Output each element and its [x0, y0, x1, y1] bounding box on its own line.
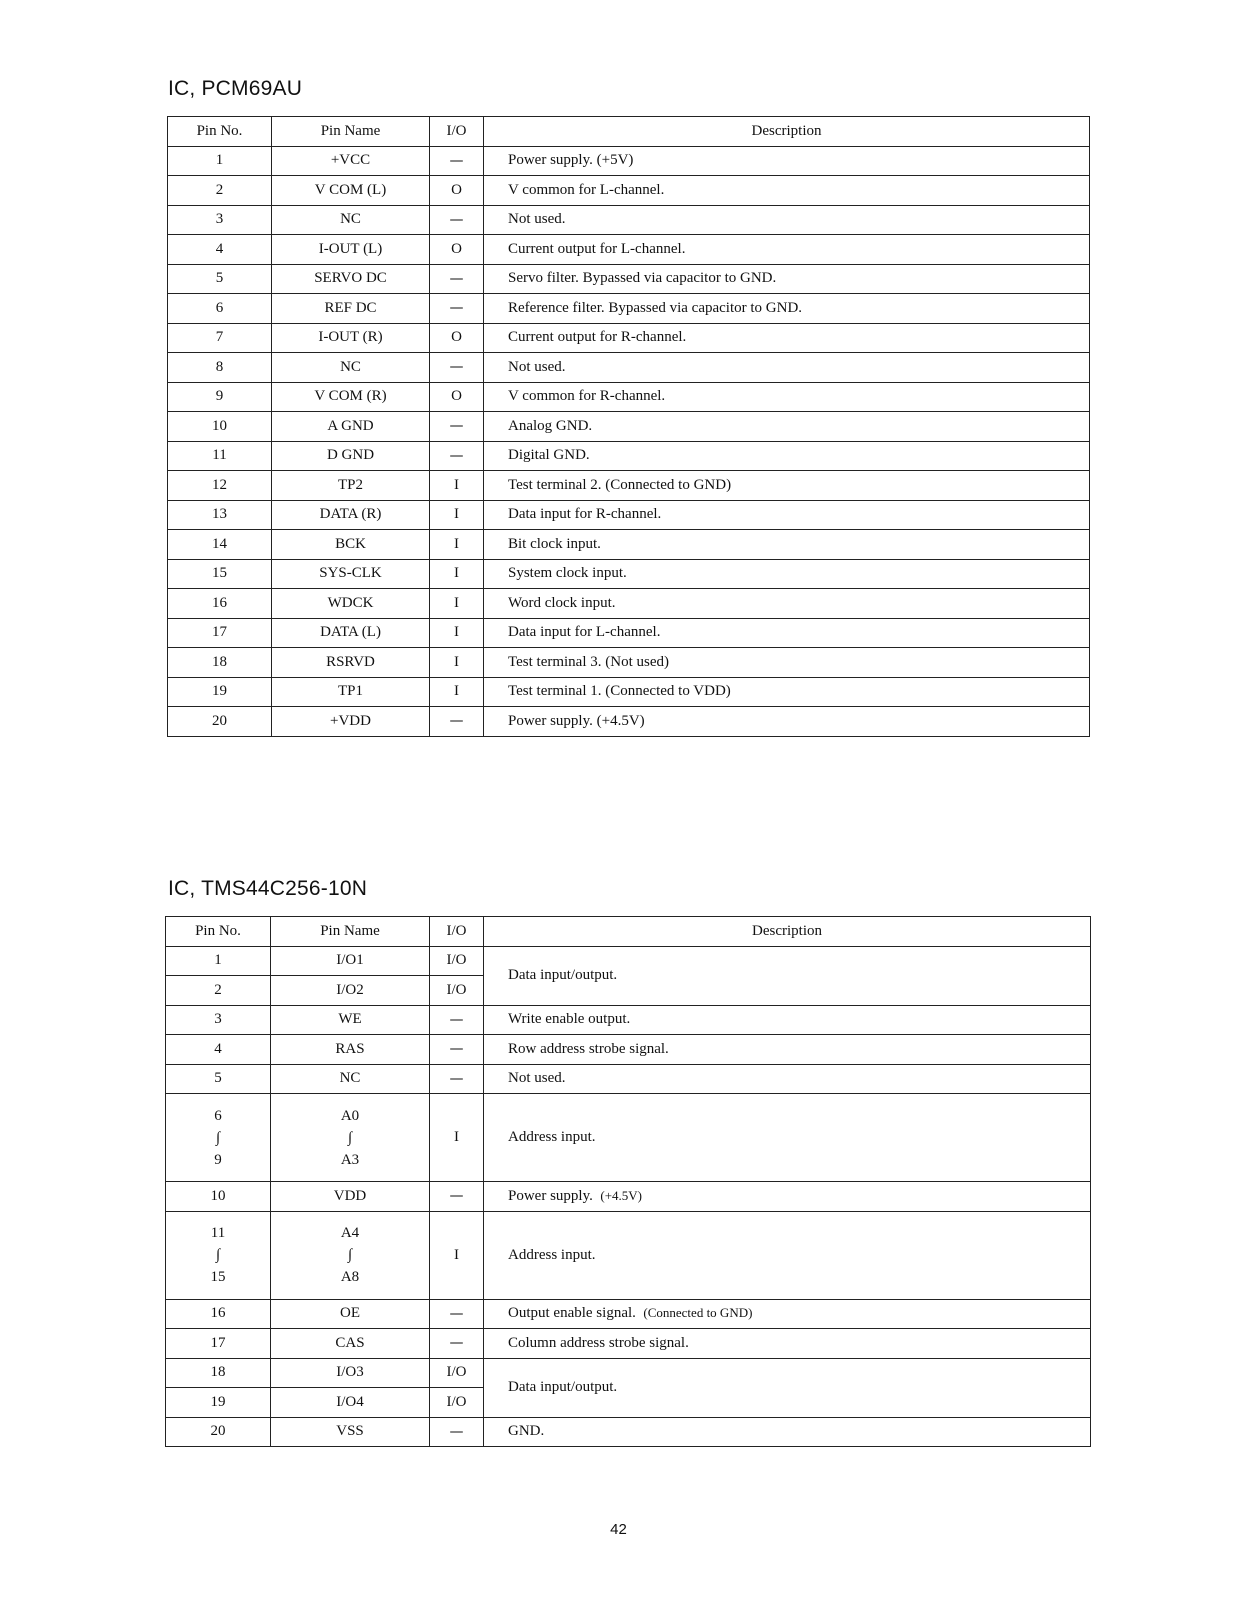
pin-description: Address input.: [484, 1211, 1091, 1299]
pin-number: 19: [166, 1388, 271, 1418]
pin-name: RAS: [271, 1035, 430, 1065]
pin-number: 4: [168, 235, 272, 265]
pin-number: 5: [168, 264, 272, 294]
table-row: [166, 1358, 1091, 1388]
pin-io: —: [430, 1299, 484, 1329]
pin-name: I/O1: [271, 946, 430, 976]
ic2-title: IC, TMS44C256-10N: [168, 877, 368, 900]
pin-description: Test terminal 3. (Not used): [484, 648, 1090, 678]
pin-name: DATA (L): [272, 618, 430, 648]
pin-name-range: [271, 1094, 430, 1182]
table-row: [168, 559, 1090, 589]
table-row: [168, 176, 1090, 206]
pin-name: RSRVD: [272, 648, 430, 678]
range-symbol: ∫: [215, 1129, 221, 1146]
pin-io: O: [430, 323, 484, 353]
pin-io: I: [430, 559, 484, 589]
table-header-row: [168, 117, 1090, 147]
table-header-row: [166, 917, 1091, 947]
pin-description: Bit clock input.: [484, 530, 1090, 560]
pin-description: Data input for R-channel.: [484, 500, 1090, 530]
table-row: [168, 618, 1090, 648]
table-row: [168, 235, 1090, 265]
pin-description: Power supply. (+4.5V): [484, 707, 1090, 737]
pin-io: O: [430, 176, 484, 206]
pin-number: 2: [166, 976, 271, 1006]
pin-description: Row address strobe signal.: [484, 1035, 1091, 1065]
header-io: I/O: [430, 117, 484, 147]
table-row: [166, 1035, 1091, 1065]
table-row: [166, 1211, 1091, 1299]
table-row: [168, 353, 1090, 383]
pin-number: 18: [166, 1358, 271, 1388]
pin-name: I/O4: [271, 1388, 430, 1418]
pin-number: 5: [166, 1064, 271, 1094]
pin-number: 19: [168, 677, 272, 707]
pin-description: Digital GND.: [484, 441, 1090, 471]
pin-io: —: [430, 205, 484, 235]
pin-io: O: [430, 235, 484, 265]
pin-name: I-OUT (R): [272, 323, 430, 353]
pin-number-range: [166, 1094, 271, 1182]
table-row: [166, 1005, 1091, 1035]
pin-name: SERVO DC: [272, 264, 430, 294]
pin-range-end: 9: [214, 1151, 222, 1168]
ic1-pin-table: [167, 116, 1090, 737]
pin-io: I/O: [430, 946, 484, 976]
pin-io: —: [430, 1182, 484, 1212]
pin-name: SYS-CLK: [272, 559, 430, 589]
header-pin-no: Pin No.: [166, 917, 271, 947]
pin-io: —: [430, 1417, 484, 1447]
pin-description: Column address strobe signal.: [484, 1329, 1091, 1359]
pin-name: WDCK: [272, 589, 430, 619]
pin-io: I: [430, 618, 484, 648]
range-symbol: ∫: [215, 1247, 221, 1263]
table-row: [168, 382, 1090, 412]
table-row: [166, 1064, 1091, 1094]
pin-name: VSS: [271, 1417, 430, 1447]
pin-description: Not used.: [484, 1064, 1091, 1094]
pin-io: —: [430, 1329, 484, 1359]
pin-name: WE: [271, 1005, 430, 1035]
pin-name-range: [271, 1211, 430, 1299]
table-row: [166, 946, 1091, 976]
pin-range-start: 11: [210, 1225, 226, 1241]
pin-io: —: [430, 1064, 484, 1094]
pin-io: I: [430, 471, 484, 501]
pin-description: Data input/output.: [484, 946, 1091, 1005]
pin-io: —: [430, 294, 484, 324]
pin-io: —: [430, 353, 484, 383]
table-row: [168, 146, 1090, 176]
pin-description: System clock input.: [484, 559, 1090, 589]
pin-name: V COM (L): [272, 176, 430, 206]
pin-description: GND.: [484, 1417, 1091, 1447]
table-row: [166, 1329, 1091, 1359]
pin-io: I/O: [430, 1358, 484, 1388]
pin-name: BCK: [272, 530, 430, 560]
pin-io: I: [430, 648, 484, 678]
pin-number: 1: [168, 146, 272, 176]
table-row: [168, 441, 1090, 471]
pin-number: 6: [168, 294, 272, 324]
pin-io: I: [430, 589, 484, 619]
table-row: [168, 707, 1090, 737]
pin-number: 20: [166, 1417, 271, 1447]
table-row: [168, 205, 1090, 235]
pin-description: Reference filter. Bypassed via capacitor to GND.: [484, 294, 1090, 324]
range-symbol: ∫: [347, 1247, 353, 1263]
pin-io: I: [430, 530, 484, 560]
pin-description: Servo filter. Bypassed via capacitor to GND.: [484, 264, 1090, 294]
pin-description: Current output for R-channel.: [484, 323, 1090, 353]
table-row: [166, 1417, 1091, 1447]
pin-name: CAS: [271, 1329, 430, 1359]
table-row: [168, 471, 1090, 501]
pin-name: A GND: [272, 412, 430, 442]
pin-name-end: A8: [340, 1269, 360, 1285]
pin-name: +VDD: [272, 707, 430, 737]
pin-description: V common for R-channel.: [484, 382, 1090, 412]
pin-number: 10: [168, 412, 272, 442]
pin-number: 7: [168, 323, 272, 353]
pin-number: 4: [166, 1035, 271, 1065]
description-note: (+4.5V): [600, 1187, 642, 1203]
table-row: [168, 530, 1090, 560]
pin-description: V common for L-channel.: [484, 176, 1090, 206]
pin-number: 17: [168, 618, 272, 648]
pin-name: DATA (R): [272, 500, 430, 530]
description-note: (Connected to GND): [643, 1305, 753, 1321]
pin-range-start: 6: [214, 1107, 222, 1124]
pin-name: +VCC: [272, 146, 430, 176]
pin-number: 12: [168, 471, 272, 501]
pin-io: O: [430, 382, 484, 412]
pin-name: OE: [271, 1299, 430, 1329]
header-pin-name: Pin Name: [271, 917, 430, 947]
pin-number: 11: [168, 441, 272, 471]
pin-name: I-OUT (L): [272, 235, 430, 265]
pin-io: —: [430, 412, 484, 442]
pin-io: —: [430, 1035, 484, 1065]
pin-description: Data input for L-channel.: [484, 618, 1090, 648]
pin-io: I: [430, 677, 484, 707]
pin-description: Word clock input.: [484, 589, 1090, 619]
pin-name: D GND: [272, 441, 430, 471]
table-row: [168, 264, 1090, 294]
pin-number: 16: [168, 589, 272, 619]
pin-name: I/O3: [271, 1358, 430, 1388]
pin-name: NC: [272, 205, 430, 235]
pin-number: 9: [168, 382, 272, 412]
pin-number: 2: [168, 176, 272, 206]
pin-range-end: 15: [210, 1269, 226, 1285]
pin-number: 18: [168, 648, 272, 678]
pin-description: Analog GND.: [484, 412, 1090, 442]
pin-description: Test terminal 2. (Connected to GND): [484, 471, 1090, 501]
pin-io: I/O: [430, 1388, 484, 1418]
pin-number: 1: [166, 946, 271, 976]
pin-number: 3: [166, 1005, 271, 1035]
pin-io: —: [430, 146, 484, 176]
pin-io: —: [430, 441, 484, 471]
header-pin-no: Pin No.: [168, 117, 272, 147]
ic1-pin-rows: [168, 146, 1090, 736]
page-number: 42: [610, 1521, 627, 1538]
table-row: [168, 589, 1090, 619]
pin-name-end: A3: [340, 1151, 360, 1168]
table-row: [166, 1094, 1091, 1182]
table-row: [168, 323, 1090, 353]
pin-number-range: [166, 1211, 271, 1299]
pin-description: Current output for L-channel.: [484, 235, 1090, 265]
description-text: Output enable signal.: [508, 1305, 636, 1322]
pin-number: 3: [168, 205, 272, 235]
pin-number: 15: [168, 559, 272, 589]
pin-name: NC: [272, 353, 430, 383]
pin-name: NC: [271, 1064, 430, 1094]
table-row: [166, 1299, 1091, 1329]
range-symbol: ∫: [347, 1129, 353, 1146]
ic1-title: IC, PCM69AU: [168, 77, 303, 100]
table-row: [168, 412, 1090, 442]
pin-description: Write enable output.: [484, 1005, 1091, 1035]
pin-number: 17: [166, 1329, 271, 1359]
pin-number: 10: [166, 1182, 271, 1212]
pin-name: REF DC: [272, 294, 430, 324]
header-io: I/O: [430, 917, 484, 947]
pin-io: I: [430, 500, 484, 530]
pin-io: I: [430, 1094, 484, 1182]
pin-number: 8: [168, 353, 272, 383]
pin-io: —: [430, 264, 484, 294]
pin-name: TP2: [272, 471, 430, 501]
pin-description: Not used.: [484, 353, 1090, 383]
pin-description: [484, 1182, 1091, 1212]
table-row: [166, 1182, 1091, 1212]
pin-name: V COM (R): [272, 382, 430, 412]
description-text: Power supply.: [508, 1187, 593, 1204]
pin-number: 20: [168, 707, 272, 737]
pin-description: Test terminal 1. (Connected to VDD): [484, 677, 1090, 707]
pin-description: Power supply. (+5V): [484, 146, 1090, 176]
pin-description: Address input.: [484, 1094, 1091, 1182]
pin-io: —: [430, 1005, 484, 1035]
pin-name: TP1: [272, 677, 430, 707]
pin-description: [484, 1299, 1091, 1329]
pin-number: 14: [168, 530, 272, 560]
pin-number: 16: [166, 1299, 271, 1329]
pin-description: Not used.: [484, 205, 1090, 235]
table-row: [168, 677, 1090, 707]
ic2-pin-table: [165, 916, 1091, 1447]
table-row: [168, 500, 1090, 530]
pin-io: I/O: [430, 976, 484, 1006]
pin-name: VDD: [271, 1182, 430, 1212]
header-description: Description: [484, 117, 1090, 147]
pin-name-start: A4: [340, 1225, 360, 1241]
table-row: [168, 648, 1090, 678]
pin-io: —: [430, 707, 484, 737]
pin-number: 13: [168, 500, 272, 530]
header-description: Description: [484, 917, 1091, 947]
pin-description: Data input/output.: [484, 1358, 1091, 1417]
pin-name-start: A0: [340, 1107, 360, 1124]
pin-io: I: [430, 1211, 484, 1299]
header-pin-name: Pin Name: [272, 117, 430, 147]
pin-name: I/O2: [271, 976, 430, 1006]
table-row: [168, 294, 1090, 324]
